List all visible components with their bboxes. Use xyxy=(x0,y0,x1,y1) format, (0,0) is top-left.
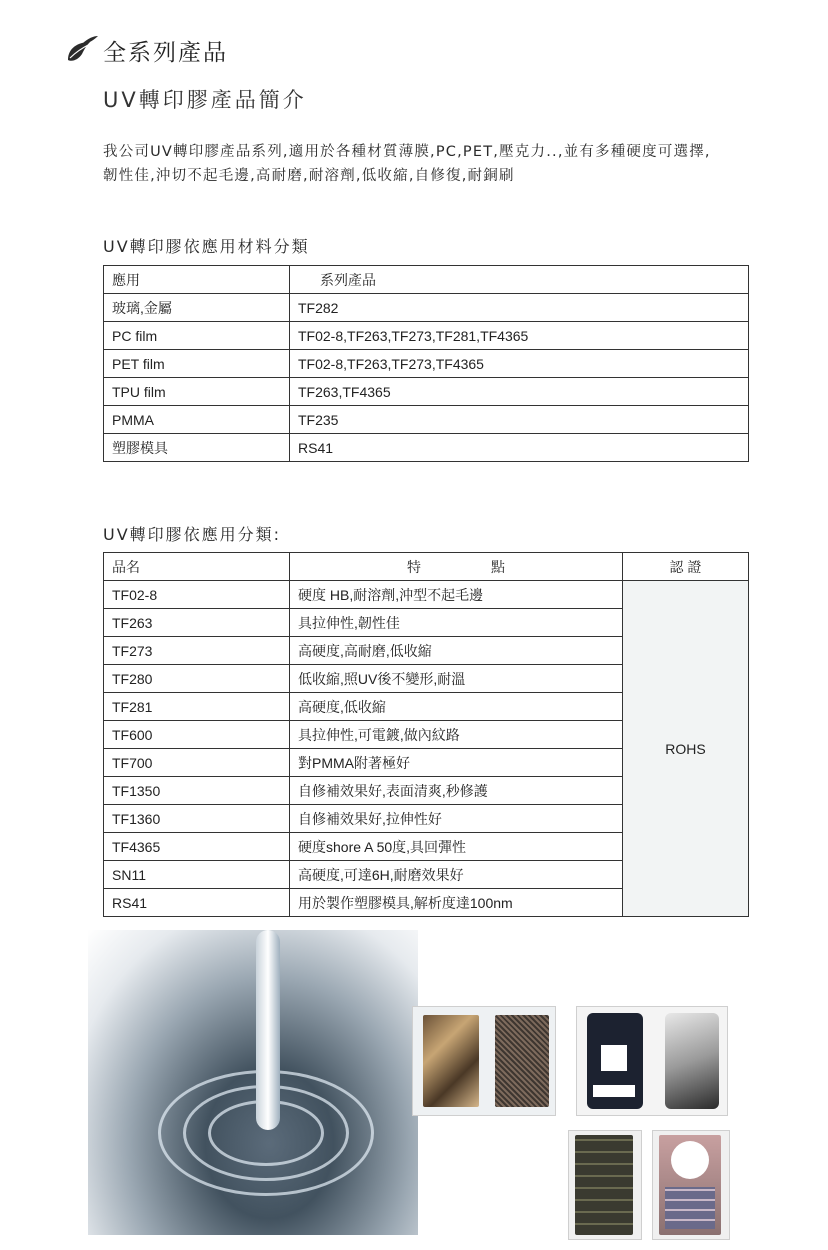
cell-features: 具拉伸性,韌性佳 xyxy=(290,609,623,637)
cell-application: TPU film xyxy=(104,378,290,406)
cell-features: 硬度 HB,耐溶劑,沖型不起毛邊 xyxy=(290,581,623,609)
cell-product: TF1360 xyxy=(104,805,290,833)
cell-features: 高硬度,可達6H,耐磨效果好 xyxy=(290,861,623,889)
table-row xyxy=(104,378,749,406)
cell-features: 高硬度,低收縮 xyxy=(290,693,623,721)
cell-product: TF700 xyxy=(104,749,290,777)
cell-certification: ROHS xyxy=(623,581,749,917)
cell-features: 自修補效果好,表面清爽,秒修護 xyxy=(290,777,623,805)
materials-section-title: UV轉印膠依應用材料分類 xyxy=(103,237,310,256)
cell-series: TF282 xyxy=(290,294,749,322)
applications-section-title: UV轉印膠依應用分類: xyxy=(103,525,282,544)
column-header-certification: 認 證 xyxy=(623,553,749,581)
cell-series: TF02-8,TF263,TF273,TF281,TF4365 xyxy=(290,322,749,350)
cell-application: PET film xyxy=(104,350,290,378)
cell-product: RS41 xyxy=(104,889,290,917)
applications-table xyxy=(103,552,749,917)
page-subtitle: UV轉印膠產品簡介 xyxy=(103,88,307,112)
cell-series: TF263,TF4365 xyxy=(290,378,749,406)
column-header-application: 應用 xyxy=(104,266,290,294)
cell-features: 硬度shore A 50度,具回彈性 xyxy=(290,833,623,861)
cell-series: TF02-8,TF263,TF273,TF4365 xyxy=(290,350,749,378)
cell-product: SN11 xyxy=(104,861,290,889)
cell-series: RS41 xyxy=(290,434,749,462)
keypad-photo-light xyxy=(652,1130,730,1240)
cell-product: TF600 xyxy=(104,721,290,749)
cell-features: 自修補效果好,拉伸性好 xyxy=(290,805,623,833)
cell-product: TF280 xyxy=(104,665,290,693)
resin-pour-photo xyxy=(88,930,418,1235)
intro-line-1: 我公司UV轉印膠產品系列,適用於各種材質薄膜,PC,PET,壓克力..,並有多種硬度可選擇, xyxy=(103,144,711,160)
table-row xyxy=(104,350,749,378)
table-header-row xyxy=(104,553,749,581)
table-row xyxy=(104,434,749,462)
cell-application: PMMA xyxy=(104,406,290,434)
intro-paragraph xyxy=(103,140,783,188)
phone-covers-photo xyxy=(576,1006,728,1116)
cell-product: TF263 xyxy=(104,609,290,637)
leaf-logo-icon xyxy=(64,34,100,64)
cell-features: 對PMMA附著極好 xyxy=(290,749,623,777)
table-row xyxy=(104,581,749,609)
cell-application: PC film xyxy=(104,322,290,350)
table-row xyxy=(104,294,749,322)
cell-features: 用於製作塑膠模具,解析度達100nm xyxy=(290,889,623,917)
intro-line-2: 韌性佳,沖切不起毛邊,高耐磨,耐溶劑,低收縮,自修復,耐銅刷 xyxy=(103,168,515,184)
table-row xyxy=(104,406,749,434)
textured-sheets-photo xyxy=(412,1006,556,1116)
column-header-product: 品名 xyxy=(104,553,290,581)
cell-application: 玻璃,金屬 xyxy=(104,294,290,322)
cell-features: 具拉伸性,可電鍍,做內紋路 xyxy=(290,721,623,749)
page-title: 全系列產品 xyxy=(103,40,228,66)
cell-features: 高硬度,高耐磨,低收縮 xyxy=(290,637,623,665)
materials-table xyxy=(103,265,749,462)
table-row xyxy=(104,322,749,350)
cell-product: TF1350 xyxy=(104,777,290,805)
cell-product: TF02-8 xyxy=(104,581,290,609)
cell-product: TF273 xyxy=(104,637,290,665)
cell-product: TF281 xyxy=(104,693,290,721)
cell-product: TF4365 xyxy=(104,833,290,861)
column-header-series: 系列產品 xyxy=(290,266,749,294)
cell-application: 塑膠模具 xyxy=(104,434,290,462)
table-header-row xyxy=(104,266,749,294)
cell-series: TF235 xyxy=(290,406,749,434)
column-header-features: 特 點 xyxy=(290,553,623,581)
keypad-photo-dark xyxy=(568,1130,642,1240)
cell-features: 低收縮,照UV後不變形,耐溫 xyxy=(290,665,623,693)
